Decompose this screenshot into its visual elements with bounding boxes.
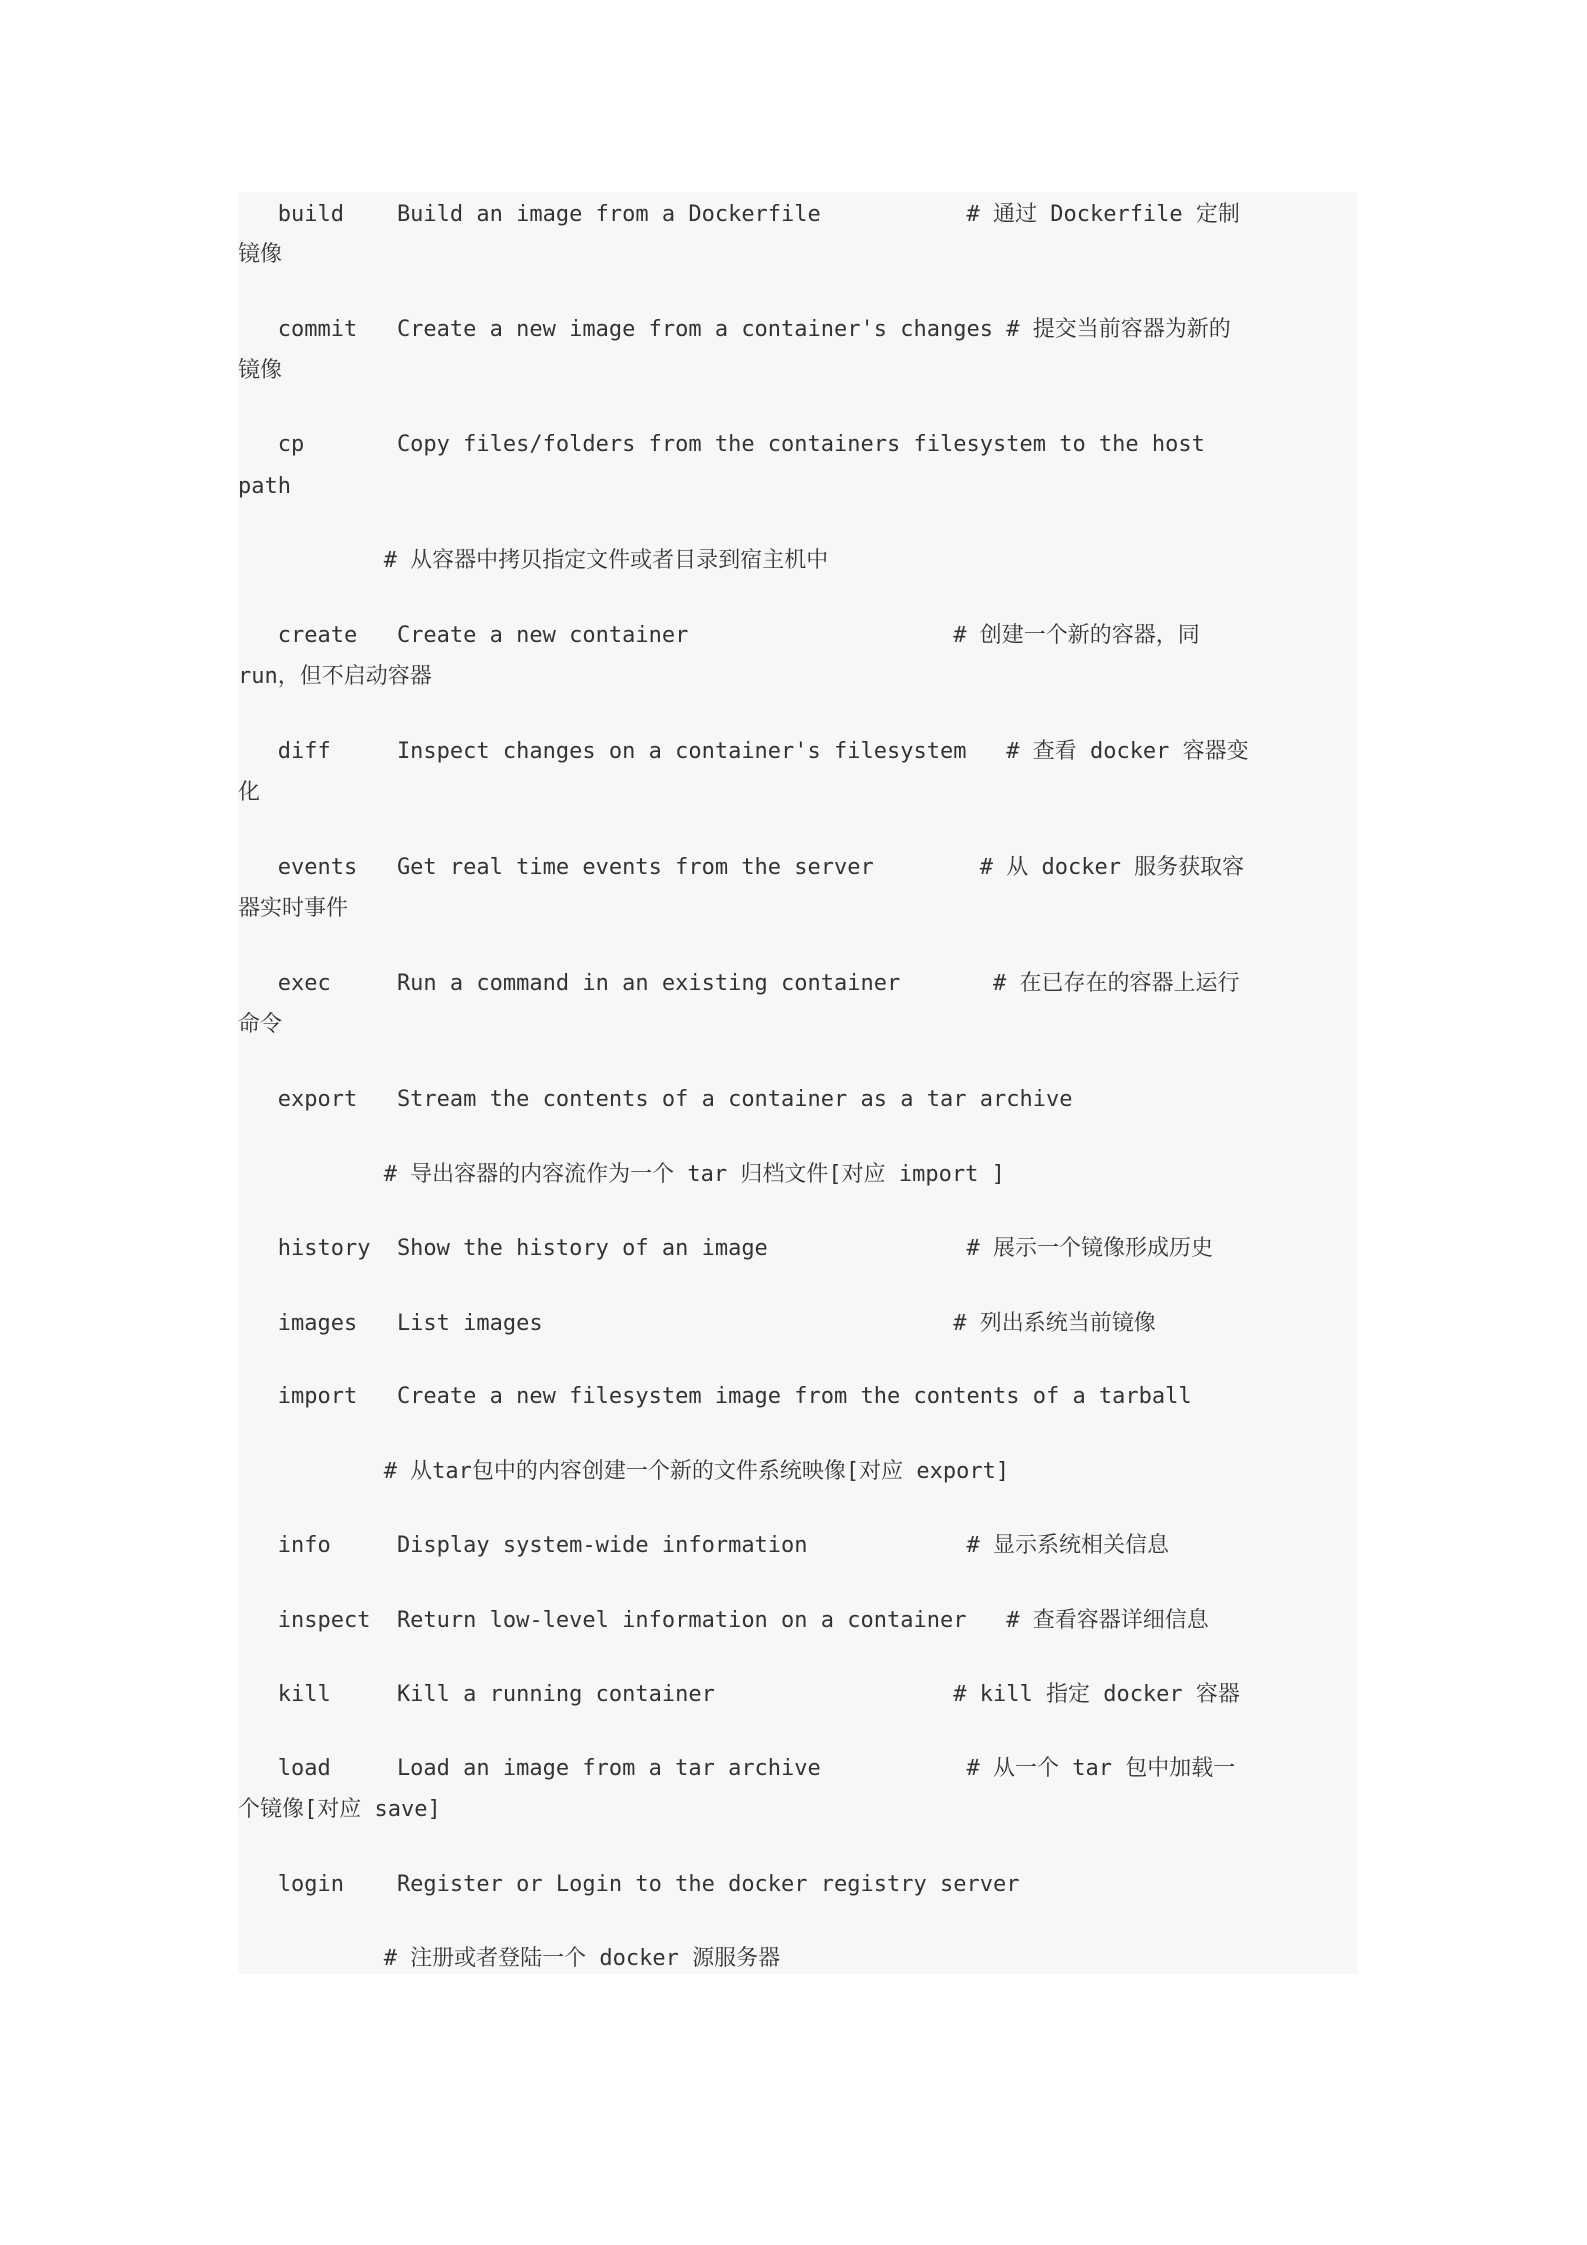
code-line-diff: diff Inspect changes on a container's filesystem # 查看 docker 容器变 [238, 739, 1249, 764]
code-line-events-wrap: 器实时事件 [238, 896, 349, 921]
code-line-export-comment: # 导出容器的内容流作为一个 tar 归档文件[对应 import ] [238, 1162, 1005, 1187]
code-line-export: export Stream the contents of a container as a tar archive [238, 1087, 1073, 1112]
code-line-events: events Get real time events from the server # 从 docker 服务获取容 [238, 855, 1245, 880]
code-line-commit-wrap: 镜像 [238, 358, 283, 383]
code-line-exec-wrap: 命令 [238, 1012, 283, 1037]
code-line-load-wrap: 个镜像[对应 save] [238, 1797, 441, 1822]
code-line-create-wrap: run，但不启动容器 [238, 664, 432, 689]
code-line-diff-wrap: 化 [238, 780, 261, 805]
code-line-history: history Show the history of an image # 展示一个镜像形成历史 [238, 1236, 1213, 1261]
code-line-kill: kill Kill a running container # kill 指定 docker 容器 [238, 1682, 1240, 1707]
code-line-cp-comment: # 从容器中拷贝指定文件或者目录到宿主机中 [238, 548, 829, 573]
code-line-load: load Load an image from a tar archive # 从一个 tar 包中加载一 [238, 1756, 1236, 1781]
code-line-build-wrap: 镜像 [238, 242, 283, 267]
code-line-exec: exec Run a command in an existing container # 在已存在的容器上运行 [238, 971, 1240, 996]
code-line-cp: cp Copy files/folders from the containers filesystem to the host [238, 432, 1205, 457]
code-line-login-comment: # 注册或者登陆一个 docker 源服务器 [238, 1946, 781, 1971]
code-line-create: create Create a new container # 创建一个新的容器，同 [238, 623, 1200, 648]
code-line-build: build Build an image from a Dockerfile # 通过 Dockerfile 定制 [238, 202, 1240, 227]
code-line-import-comment: # 从tar包中的内容创建一个新的文件系统映像[对应 export] [238, 1459, 1010, 1484]
code-line-cp-wrap: path [238, 474, 291, 499]
code-line-commit: commit Create a new image from a container's changes # 提交当前容器为新的 [238, 317, 1231, 342]
code-line-images: images List images # 列出系统当前镜像 [238, 1311, 1156, 1336]
code-line-import: import Create a new filesystem image from the contents of a tarball [238, 1384, 1192, 1409]
code-line-login: login Register or Login to the docker registry server [238, 1872, 1020, 1897]
code-line-inspect: inspect Return low-level information on a container # 查看容器详细信息 [238, 1608, 1209, 1633]
code-line-info: info Display system-wide information # 显示系统相关信息 [238, 1533, 1169, 1558]
